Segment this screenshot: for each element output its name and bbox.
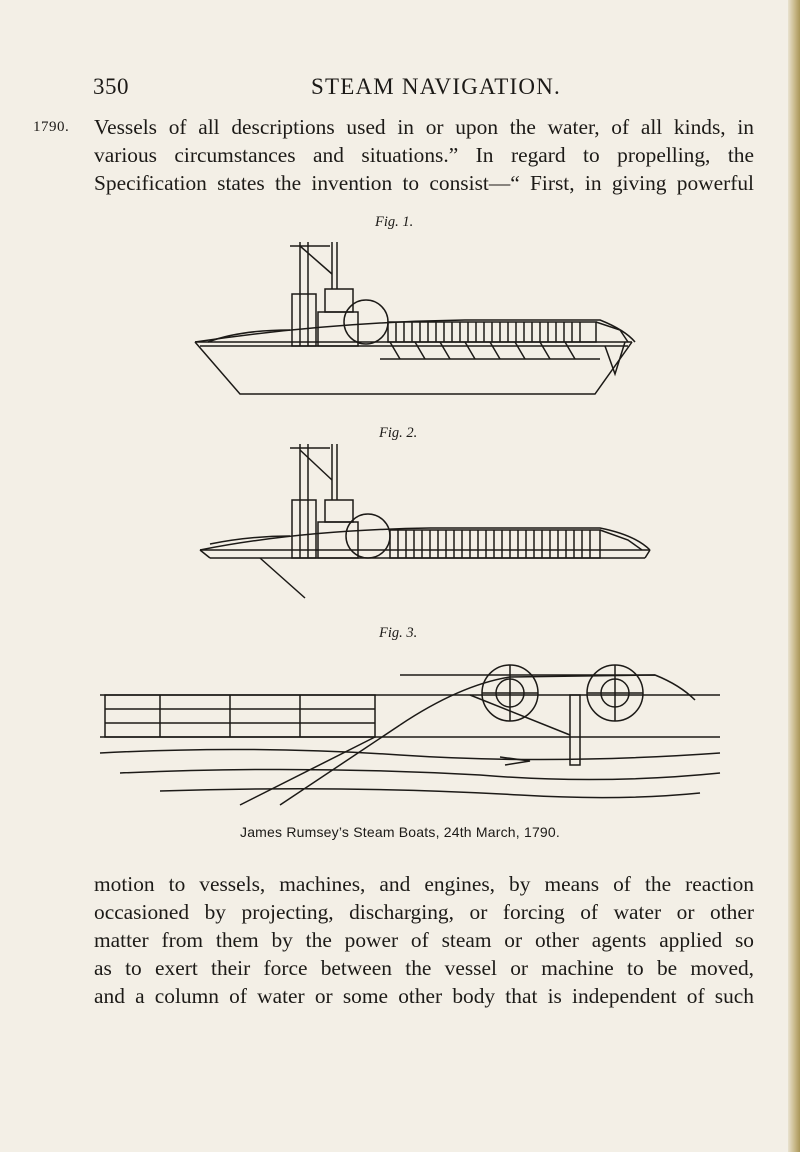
figure-label: Fig. 2. — [379, 425, 418, 441]
figure-label: Fig. 3. — [379, 625, 418, 641]
page-number: 350 — [93, 74, 129, 99]
figure-caption: James Rumsey’s Steam Boats, 24th March, 1790. — [240, 824, 560, 840]
page-edge — [788, 0, 800, 1152]
margin-year-note: 1790. — [33, 119, 70, 135]
text-line: occasioned by projecting, discharging, or forcing of water or other — [94, 900, 754, 924]
text-line: as to exert their force between the vessel or machine to be moved, — [94, 956, 754, 980]
text-line: Vessels of all descriptions used in or upon the water, of all kinds, in — [94, 115, 754, 139]
running-head: STEAM NAVIGATION. — [311, 74, 561, 99]
text-line: various circumstances and situations.” In regard to propelling, the — [94, 143, 754, 167]
text-line: motion to vessels, machines, and engines, by means of the reaction — [94, 872, 754, 896]
figure-label: Fig. 1. — [375, 214, 414, 230]
figure-1-boat-illustration — [180, 234, 640, 404]
text-line: Specification states the invention to consist—“ First, in giving powerful — [94, 171, 754, 195]
text-line: and a column of water or some other body that is independent of such — [94, 984, 754, 1008]
figure-3-boat-illustration — [100, 645, 720, 810]
text-line: matter from them by the power of steam or other agents applied so — [94, 928, 754, 952]
figure-2-boat-illustration — [180, 440, 650, 600]
